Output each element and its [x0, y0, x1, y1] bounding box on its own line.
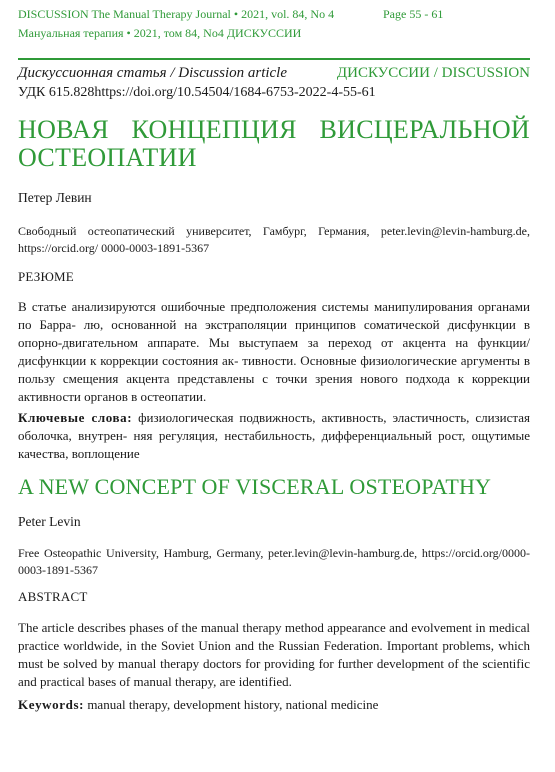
journal-header-en	[18, 7, 444, 22]
author-en: Peter Levin	[18, 514, 81, 529]
journal-header-ru: Мануальная терапия • 2021, том 84, No4 ДИСКУССИИ	[18, 26, 302, 40]
abstract-heading-en: ABSTRACT	[18, 589, 88, 604]
keywords-en	[18, 696, 530, 714]
affiliation-ru: Свободный остеопатический университет, Гамбург, Германия, peter.levin@levin-hamburg.de, https://orcid.org/ 0000-0003-1891-5367	[18, 224, 530, 255]
page-range: Page 55 - 61	[383, 7, 444, 21]
abstract-ru: В статье анализируются ошибочные предположения системы манипулирования органами по Барра- лю, основанной на экстраполяции принципов соматической дисфункции в опорно-двигательном аппарате. Мы выступаем за переход от акцента на функции/дисфункции к коррекции состояния ак- тивности. Основные физиологические аргументы в пользу смещения акцента представлены с точки зрения нового подхода к коррекции активности органов в остеопатии.	[18, 299, 530, 404]
affiliation-en: Free Osteopathic University, Hamburg, Germany, peter.levin@levin-hamburg.de, https://orcid.org/0000-0003-1891-5367	[18, 546, 530, 577]
keywords-text-en: manual therapy, development history, national medicine	[87, 697, 379, 712]
keywords-label-en: Keywords:	[18, 697, 85, 712]
journal-citation-en: DISCUSSION The Manual Therapy Journal • 2021, vol. 84, No 4	[18, 7, 335, 21]
article-type-ru: Дискуссионная статья / Discussion article	[18, 65, 288, 81]
keywords-ru	[18, 409, 530, 463]
udk-doi: УДК 615.828https://doi.org/10.54504/1684-6753-2022-4-55-61	[18, 85, 376, 100]
keywords-text-ru: физиологическая подвижность, активность, эластичность, слизистая оболочка, внутрен- няя регуляция, нестабильность, дифференциальный рост, ощутимые качества, воплощение	[18, 410, 530, 461]
title-en: A NEW CONCEPT OF VISCERAL OSTEOPATHY	[18, 474, 492, 499]
article-type-en: ДИСКУССИИ / DISCUSSION	[336, 65, 530, 81]
article-type-line	[18, 65, 530, 82]
title-ru: НОВАЯ КОНЦЕПЦИЯ ВИСЦЕРАЛЬНОЙ ОСТЕОПАТИИ	[18, 115, 530, 172]
author-ru: Петер Левин	[18, 190, 92, 205]
abstract-heading-ru: РЕЗЮМЕ	[18, 269, 74, 284]
abstract-en: The article describes phases of the manual therapy method appearance and evolvement in medical practice worldwide, in the Soviet Union and the Russian Federation. Important problems, which must be solved by manual therapy doctors for providing for further development of the scientific and practical bases of manual therapy, are identified.	[18, 620, 530, 689]
keywords-label-ru: Ключевые слова:	[18, 410, 133, 425]
header-divider	[18, 58, 530, 60]
